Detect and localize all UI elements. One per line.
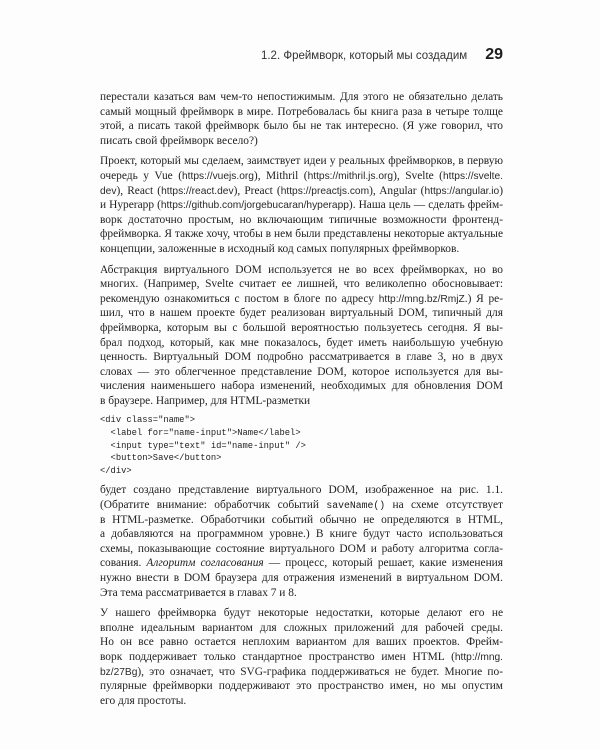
text-line-content bbox=[100, 106, 503, 118]
text-line-content bbox=[100, 199, 503, 211]
text-line bbox=[100, 571, 503, 586]
text-line-content bbox=[100, 380, 503, 392]
text-run: в HTML-разметке. Обработчики событий обычно не определяются в HTML, bbox=[100, 513, 503, 526]
text-line bbox=[100, 621, 503, 636]
text-line bbox=[100, 542, 503, 557]
text-run: в браузере. Например, для HTML-разметки bbox=[100, 394, 311, 407]
url-text: https://vuejs.org bbox=[182, 170, 254, 182]
text-line-content bbox=[100, 214, 503, 226]
text-run: фреймворка. Я также хочу, чтобы в нем были представлены некоторые актуальные bbox=[100, 228, 503, 241]
text-line-content bbox=[100, 622, 503, 634]
text-line bbox=[100, 321, 503, 336]
text-line-content bbox=[100, 228, 503, 240]
text-line-content bbox=[100, 651, 503, 663]
text-run: будет создано представление виртуального DOM, изображенное на рис. 1.1. bbox=[100, 484, 503, 497]
text-run: фреймворка, которым вы с большой вероятностью пользуетесь сегодня. Я вы- bbox=[100, 321, 503, 334]
text-run: вполне идеальным вариантом для сложных приложений для рабочей среды. bbox=[100, 621, 503, 634]
text-line bbox=[100, 394, 503, 409]
text-run: рекомендую ознакомиться с постом в блоге по адресу bbox=[100, 292, 379, 305]
text-run: многих. (Например, Svelte считает ее лишней, что великолепно обосновывает: bbox=[100, 278, 503, 291]
text-line-content bbox=[100, 91, 503, 103]
url-text: https://mithril.js.org bbox=[307, 170, 394, 182]
paragraph bbox=[100, 90, 503, 148]
text-line bbox=[100, 292, 503, 307]
text-line-content bbox=[100, 680, 503, 692]
text-line-content bbox=[100, 337, 503, 349]
text-line-content bbox=[100, 185, 503, 197]
text-run: и Hyperapp ( bbox=[100, 199, 161, 212]
text-line bbox=[100, 606, 503, 621]
text-line bbox=[100, 336, 503, 351]
text-run: ), Svelte ( bbox=[393, 169, 443, 182]
text-line bbox=[100, 169, 503, 184]
text-run: ) bbox=[499, 184, 504, 197]
url-text: https://react.dev bbox=[161, 185, 234, 197]
code-line: <input type="text" id="name-input" /> bbox=[100, 440, 306, 451]
text-line bbox=[100, 650, 503, 665]
text-line-content bbox=[100, 528, 503, 540]
page-body-text bbox=[100, 90, 503, 714]
text-line bbox=[100, 513, 503, 528]
code-line: </div> bbox=[100, 465, 132, 476]
text-line bbox=[100, 105, 503, 120]
text-line bbox=[100, 227, 503, 242]
text-line-content bbox=[100, 514, 503, 526]
text-run: словах — это облегченное представление DOM, которое используется для вы- bbox=[100, 365, 503, 378]
code-line: <label for="name-input">Name</label> bbox=[100, 428, 301, 439]
url-text: bz/27Bg bbox=[100, 666, 138, 678]
text-line-content bbox=[100, 694, 186, 709]
inline-code: saveName() bbox=[326, 500, 386, 512]
text-line bbox=[100, 242, 503, 257]
text-line bbox=[100, 483, 503, 498]
text-line bbox=[100, 154, 503, 169]
text-line-content bbox=[100, 572, 503, 584]
text-line-content bbox=[100, 242, 459, 257]
text-line-content bbox=[100, 278, 503, 290]
text-run: писать свой фреймворк весело?) bbox=[100, 134, 258, 147]
italic-term: Алгоритм согласования bbox=[146, 557, 264, 570]
text-run: ), это означает, что SVG-графика поддерживаться не будет. Многие по- bbox=[137, 665, 503, 678]
text-line-content bbox=[100, 499, 503, 511]
text-line-content bbox=[100, 307, 503, 319]
text-line bbox=[100, 134, 503, 149]
text-line-content bbox=[100, 170, 503, 182]
url-text: https://github.com/jorgebucaran/hyperapp bbox=[160, 200, 349, 212]
text-run: сования. bbox=[100, 557, 147, 570]
text-run: Но он все равно остается неплохим вариантом для ваших проектов. Фрейм- bbox=[100, 636, 503, 649]
text-line-content bbox=[100, 607, 503, 619]
section-title: 1.2. Фреймворк, который мы создадим bbox=[260, 50, 468, 62]
text-run: пулярные фреймворки поддерживают это пространство имен, но мы опустим bbox=[100, 680, 503, 693]
text-run: .) Я ре- bbox=[464, 292, 503, 305]
paragraph bbox=[100, 483, 503, 600]
text-run: на схеме отсутствует bbox=[385, 499, 504, 512]
text-run: ценность. Виртуальный DOM подробно рассматривается в главе 3, но в двух bbox=[100, 351, 503, 364]
text-line-content bbox=[100, 557, 503, 569]
url-text: https://angular.io bbox=[424, 185, 500, 197]
url-text: https://svelte. bbox=[442, 170, 503, 182]
text-line-content bbox=[100, 155, 503, 167]
text-line bbox=[100, 556, 503, 571]
text-run: ), React ( bbox=[116, 184, 162, 197]
text-line-content bbox=[100, 394, 310, 409]
text-line-content bbox=[100, 543, 503, 555]
text-run: У нашего фреймворка будут некоторые недостатки, которые делают его не bbox=[100, 607, 503, 620]
text-line bbox=[100, 365, 503, 380]
text-line-content bbox=[100, 366, 503, 378]
text-line-content bbox=[100, 586, 297, 601]
text-run: перестали казаться вам чем-то непостижимым. Для этого не обязательно делать bbox=[100, 91, 503, 103]
text-line bbox=[100, 263, 503, 278]
text-line bbox=[100, 350, 503, 365]
paragraph bbox=[100, 154, 503, 256]
text-run: Проект, который мы сделаем, заимствует идеи у реальных фреймворков, в первую bbox=[100, 155, 503, 168]
url-text: http://mng.bz/RmjZ bbox=[378, 293, 465, 305]
text-run: ). Наша цель — сделать фрейм- bbox=[348, 199, 503, 212]
running-header bbox=[261, 46, 503, 64]
text-line bbox=[100, 198, 503, 213]
paragraph bbox=[100, 263, 503, 409]
text-run: концепции, заложенные в исходный код самых популярных фреймворков. bbox=[100, 242, 460, 255]
text-line-content bbox=[100, 322, 503, 334]
text-run: шил, что в нашем проекте будет реализован виртуальный DOM, типичный для bbox=[100, 307, 503, 320]
text-run: ), Preact ( bbox=[233, 184, 281, 197]
text-run: — процесс, который решает, какие изменения bbox=[263, 557, 504, 570]
paragraph bbox=[100, 606, 503, 708]
code-line: <button>Save</button> bbox=[100, 453, 222, 464]
text-line bbox=[100, 213, 503, 228]
text-line bbox=[100, 306, 503, 321]
text-line bbox=[100, 694, 503, 709]
text-run: брал подход, который, как мне показалось, будет иметь наибольшую учебную bbox=[100, 336, 503, 349]
text-run: самый мощный фреймворк в мире. Потребовалась бы книга раза в четыре толще bbox=[100, 105, 503, 118]
text-line-content bbox=[100, 264, 503, 276]
text-run: (Обратите внимание: обработчик событий bbox=[100, 499, 327, 512]
text-line bbox=[100, 277, 503, 292]
text-line bbox=[100, 498, 503, 513]
text-run: его для простоты. bbox=[100, 694, 187, 707]
text-line-content bbox=[100, 484, 503, 496]
text-line-content bbox=[100, 351, 503, 363]
text-run: ), Mithril ( bbox=[253, 169, 308, 182]
text-run: очередь у Vue ( bbox=[100, 169, 182, 182]
text-run: а добавляются на программном уровне.) В книге будут часто использоваться bbox=[100, 528, 503, 541]
text-line bbox=[100, 665, 503, 680]
text-run: схемы, показывающие состояние виртуального DOM и работу алгоритма согла- bbox=[100, 542, 503, 555]
text-line bbox=[100, 119, 503, 134]
text-line-content bbox=[100, 636, 503, 648]
text-run: Эта тема рассматривается в главах 7 и 8. bbox=[100, 586, 297, 599]
text-run: числения наименьшего набора изменений, необходимых для обновления DOM bbox=[100, 380, 503, 393]
code-listing bbox=[100, 414, 503, 477]
url-text: dev bbox=[100, 185, 117, 197]
text-line bbox=[100, 379, 503, 394]
text-run: нужно внести в DOM браузера для отражения изменений в виртуальном DOM. bbox=[100, 572, 503, 584]
text-line-content bbox=[100, 120, 503, 132]
text-run: ), Angular ( bbox=[369, 184, 425, 197]
text-line bbox=[100, 184, 503, 199]
text-line bbox=[100, 635, 503, 650]
text-line bbox=[100, 679, 503, 694]
url-text: http://mng. bbox=[454, 651, 503, 663]
text-line bbox=[100, 527, 503, 542]
text-run: Абстракция виртуального DOM используется не во всех фреймворках, но во bbox=[100, 263, 503, 276]
text-line-content bbox=[100, 666, 503, 678]
text-run: этой, а писать такой фреймворк было бы не так интересно. (Я уже говорил, что bbox=[100, 120, 503, 133]
url-text: https://preactjs.com bbox=[280, 185, 370, 197]
code-line: <div class="name"> bbox=[100, 415, 196, 426]
text-run: ворк достаточно простым, но включающим типичные возможности фронтенд- bbox=[100, 213, 503, 226]
text-line bbox=[100, 90, 503, 105]
text-line-content bbox=[100, 134, 258, 149]
text-line-content bbox=[100, 293, 503, 305]
page-number: 29 bbox=[485, 46, 503, 63]
text-line bbox=[100, 586, 503, 601]
text-run: ворк поддерживает только стандартное пространство имен HTML ( bbox=[100, 650, 455, 663]
